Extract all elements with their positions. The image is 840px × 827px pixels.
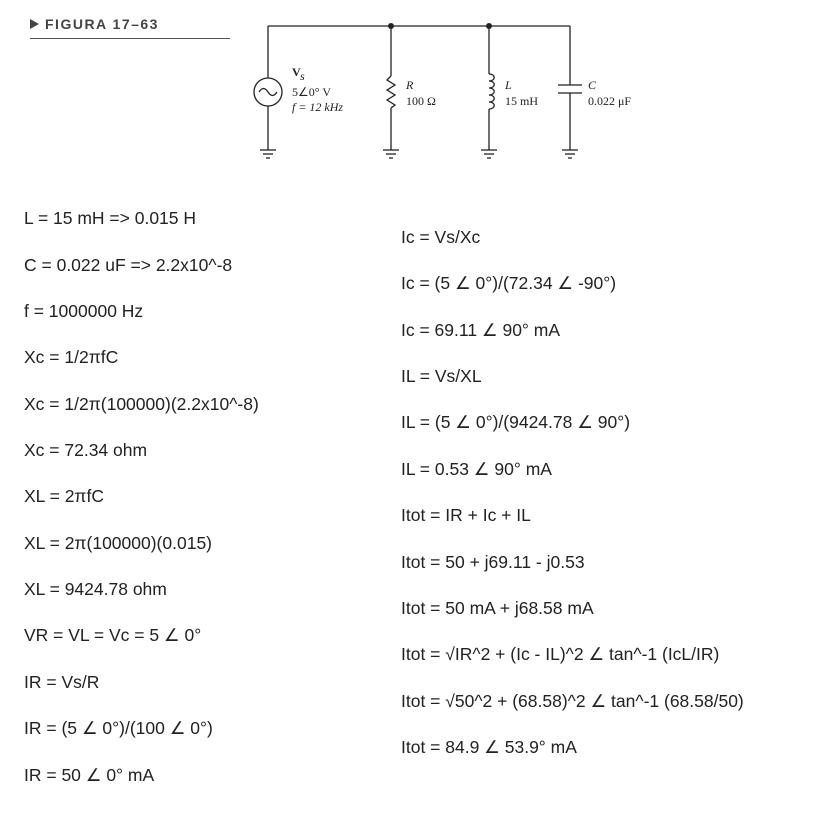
source-name: V <box>292 65 301 79</box>
ground-icon <box>562 150 578 158</box>
calc-line: IR = Vs/R <box>24 672 100 692</box>
calc-line: Itot = √IR^2 + (Ic - IL)^2 ∠ tan^-1 (IcL/IR) <box>401 644 720 664</box>
source-subscript: s <box>300 69 305 83</box>
ground-icon <box>481 150 497 158</box>
source-frequency: f = 12 kHz <box>292 100 344 114</box>
calc-line: Xc = 1/2πfC <box>24 347 119 367</box>
calc-line: Ic = Vs/Xc <box>401 227 481 247</box>
circuit-diagram <box>0 0 840 190</box>
calc-line: Ic = (5 ∠ 0°)/(72.34 ∠ -90°) <box>401 273 617 293</box>
sine-wave-icon <box>259 89 277 96</box>
ground-icon <box>260 150 276 158</box>
capacitor-name: C <box>588 78 597 92</box>
calc-line: Itot = 84.9 ∠ 53.9° mA <box>401 737 577 757</box>
inductor-name: L <box>505 78 512 92</box>
calc-line: Itot = √50^2 + (68.58)^2 ∠ tan^-1 (68.58/50) <box>401 691 744 711</box>
source-value: 5∠0° V <box>292 85 332 99</box>
calc-line: Itot = 50 + j69.11 - j0.53 <box>401 552 585 572</box>
calc-line: C = 0.022 uF => 2.2x10^-8 <box>24 255 233 275</box>
calc-line: Xc = 72.34 ohm <box>24 440 148 460</box>
calc-line: IL = Vs/XL <box>401 366 482 386</box>
inductor-coil-icon <box>489 74 494 109</box>
resistor-icon <box>387 76 395 108</box>
calc-line: VR = VL = Vc = 5 ∠ 0° <box>24 625 202 645</box>
calc-line: Itot = IR + Ic + IL <box>401 505 531 525</box>
resistor-value: 100 Ω <box>406 94 436 108</box>
calc-line: f = 1000000 Hz <box>24 301 144 321</box>
capacitor-value: 0.022 μF <box>588 94 632 108</box>
ground-icon <box>383 150 399 158</box>
inductor-value: 15 mH <box>505 94 538 108</box>
figure-title-text: FIGURA 17–63 <box>45 16 159 32</box>
calc-line: L = 15 mH => 0.015 H <box>24 208 197 228</box>
calc-line: IR = 50 ∠ 0° mA <box>24 765 155 785</box>
calc-line: Xc = 1/2π(100000)(2.2x10^-8) <box>24 394 259 414</box>
calc-line: Itot = 50 mA + j68.58 mA <box>401 598 594 618</box>
calc-line: IL = 0.53 ∠ 90° mA <box>401 459 552 479</box>
calc-line: IL = (5 ∠ 0°)/(9424.78 ∠ 90°) <box>401 412 631 432</box>
calc-line: IR = (5 ∠ 0°)/(100 ∠ 0°) <box>24 718 213 738</box>
node-dot <box>388 23 394 29</box>
calc-line: Ic = 69.11 ∠ 90° mA <box>401 320 561 340</box>
calc-line: XL = 9424.78 ohm <box>24 579 167 599</box>
calc-line: XL = 2πfC <box>24 486 105 506</box>
resistor-name: R <box>406 78 414 92</box>
node-dot <box>486 23 492 29</box>
calc-line: XL = 2π(100000)(0.015) <box>24 533 213 553</box>
